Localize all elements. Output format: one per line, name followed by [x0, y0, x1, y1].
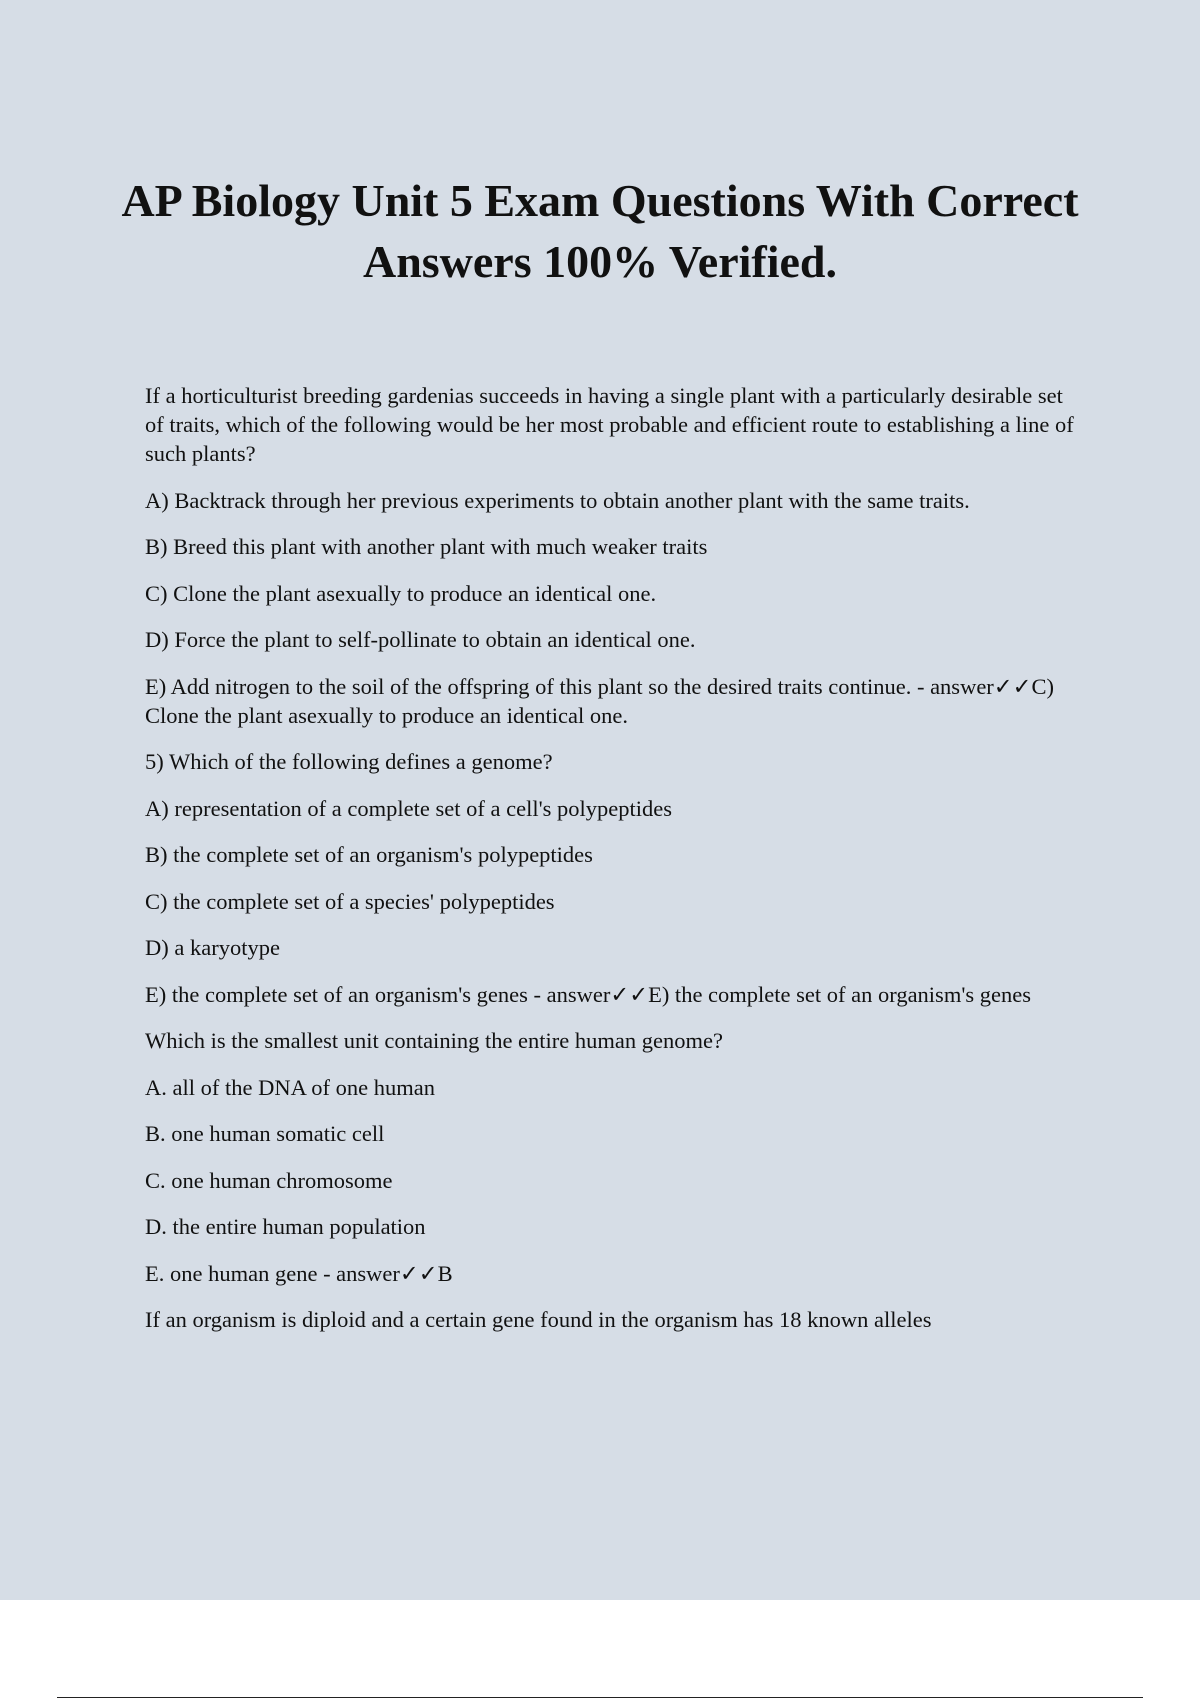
question-2-option-a: A) representation of a complete set of a cell's polypeptides: [145, 795, 672, 821]
footer-divider: [57, 1697, 1143, 1698]
question-2-option-c: C) the complete set of a species' polypeptides: [145, 888, 555, 914]
question-1-option-c: C) Clone the plant asexually to produce an identical one.: [145, 580, 657, 606]
question-3-option-a: A. all of the DNA of one human: [145, 1074, 435, 1100]
question-3-stem: Which is the smallest unit containing the entire human genome?: [145, 1028, 723, 1053]
question-3-option-d: D. the entire human population: [145, 1214, 426, 1239]
question-1-option-d: D) Force the plant to self-pollinate to obtain an identical one.: [145, 627, 696, 652]
question-4-stem: If an organism is diploid and a certain gene found in the organism has 18 known alleles: [145, 1307, 932, 1332]
question-1-option-b: B) Breed this plant with another plant with much weaker traits: [145, 534, 708, 559]
question-3-option-b: B. one human somatic cell: [145, 1121, 385, 1146]
question-2-option-d: D) a karyotype: [145, 935, 280, 960]
question-1-option-a: A) Backtrack through her previous experiments to obtain another plant with the same traits.: [145, 487, 970, 513]
page-title: AP Biology Unit 5 Exam Questions With Correct Answers 100% Verified.: [121, 175, 1079, 287]
question-2-option-e-answer: E) the complete set of an organism's genes - answer✓✓E) the complete set of an organism's genes: [145, 981, 1031, 1007]
question-1-option-e-answer: E) Add nitrogen to the soil of the offspring of this plant so the desired traits continue. - answer✓✓C) Clone the plant asexually to produce an identical one.: [145, 673, 1054, 728]
question-3-option-c: C. one human chromosome: [145, 1167, 393, 1193]
question-1-stem: If a horticulturist breeding gardenias succeeds in having a single plant with a particularly desirable set of traits, which of the following would be her most probable and efficient route to establishing a line of such plants?: [145, 383, 1074, 466]
document-body: [145, 381, 1075, 1352]
question-2-stem: 5) Which of the following defines a genome?: [145, 749, 553, 774]
question-3-option-e-answer: E. one human gene - answer✓✓B: [145, 1260, 453, 1286]
question-2-option-b: B) the complete set of an organism's polypeptides: [145, 842, 593, 867]
